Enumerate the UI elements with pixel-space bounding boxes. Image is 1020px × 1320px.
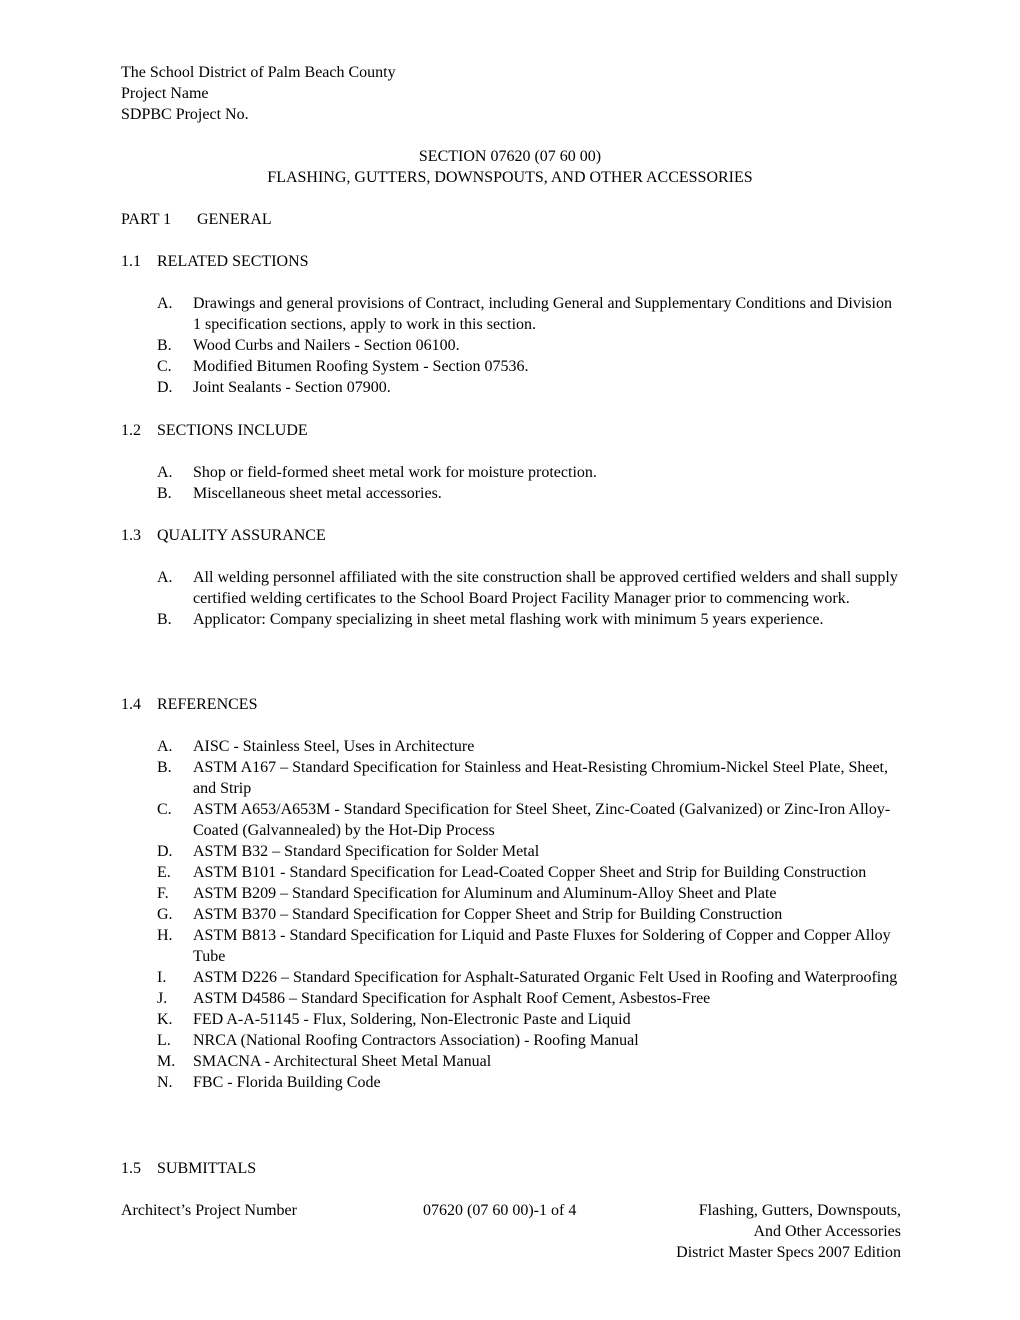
list-item: B. ASTM A167 – Standard Specification for Stainless and Heat-Resisting Chromium-Nickel Steel Plate, Sheet, and Strip bbox=[157, 759, 888, 797]
article-title: RELATED SECTIONS bbox=[157, 253, 309, 270]
article-heading-references bbox=[121, 694, 257, 715]
article-heading-sections-include bbox=[121, 420, 308, 441]
list-item: M. SMACNA - Architectural Sheet Metal Manual bbox=[157, 1053, 492, 1070]
list-item: D. ASTM B32 – Standard Specification for Solder Metal bbox=[157, 843, 540, 860]
district-name: The School District of Palm Beach County bbox=[121, 64, 396, 81]
article-number: 1.3 bbox=[121, 527, 141, 544]
article-number: 1.5 bbox=[121, 1160, 141, 1177]
list-item: C. Modified Bitumen Roofing System - Section 07536. bbox=[157, 358, 529, 375]
section-title bbox=[0, 146, 1020, 188]
page-header bbox=[121, 62, 396, 125]
article-number: 1.2 bbox=[121, 422, 141, 439]
list-item: G. ASTM B370 – Standard Specification for Copper Sheet and Strip for Building Construction bbox=[157, 906, 783, 923]
list-item: C. ASTM A653/A653M - Standard Specification for Steel Sheet, Zinc-Coated (Galvanized) or Zinc-Iron Alloy-Coated (Galvannealed) by the Hot-Dip Process bbox=[157, 801, 891, 839]
article-title: SUBMITTALS bbox=[157, 1160, 257, 1177]
article-title: REFERENCES bbox=[157, 696, 258, 713]
article-heading-related-sections bbox=[121, 251, 309, 272]
list-item: K. FED A-A-51145 - Flux, Soldering, Non-Electronic Paste and Liquid bbox=[157, 1011, 631, 1028]
list-item: H. ASTM B813 - Standard Specification for Liquid and Paste Fluxes for Soldering of Copper and Copper Alloy Tube bbox=[157, 927, 891, 965]
list-item: A. All welding personnel affiliated with the site construction shall be approved certified welders and shall supply certified welding certificates to the School Board Project Facility Manager prior to commencing work. bbox=[157, 569, 898, 607]
list-item: L. NRCA (National Roofing Contractors Association) - Roofing Manual bbox=[157, 1032, 639, 1049]
part-number: PART 1 bbox=[121, 211, 172, 228]
list-item: D. Joint Sealants - Section 07900. bbox=[157, 379, 391, 396]
article-number: 1.1 bbox=[121, 253, 141, 270]
related-sections-list bbox=[157, 293, 902, 398]
article-title: QUALITY ASSURANCE bbox=[157, 527, 326, 544]
article-heading-quality-assurance bbox=[121, 525, 326, 546]
list-item: A. Drawings and general provisions of Contract, including General and Supplementary Conditions and Division 1 specification sections, apply to work in this section. bbox=[157, 295, 892, 333]
part-heading bbox=[121, 209, 272, 230]
quality-assurance-list bbox=[157, 567, 902, 630]
footer-architect-project-number: Architect’s Project Number bbox=[121, 1202, 297, 1219]
list-item: J. ASTM D4586 – Standard Specification for Asphalt Roof Cement, Asbestos-Free bbox=[157, 990, 711, 1007]
footer-page-number: 07620 (07 60 00)-1 of 4 bbox=[423, 1202, 577, 1219]
project-number: SDPBC Project No. bbox=[121, 106, 249, 123]
part-title: GENERAL bbox=[197, 211, 272, 228]
list-item: E. ASTM B101 - Standard Specification for Lead-Coated Copper Sheet and Strip for Building Construction bbox=[157, 864, 867, 881]
page-footer bbox=[121, 1200, 901, 1270]
list-item: N. FBC - Florida Building Code bbox=[157, 1074, 381, 1091]
list-item: A. AISC - Stainless Steel, Uses in Architecture bbox=[157, 738, 475, 755]
section-name: FLASHING, GUTTERS, DOWNSPOUTS, AND OTHER ACCESSORIES bbox=[267, 169, 753, 186]
list-item: B. Wood Curbs and Nailers - Section 06100. bbox=[157, 337, 460, 354]
article-heading-submittals bbox=[121, 1158, 256, 1179]
list-item: I. ASTM D226 – Standard Specification for Asphalt-Saturated Organic Felt Used in Roofing and Waterproofing bbox=[157, 969, 898, 986]
project-name: Project Name bbox=[121, 85, 209, 102]
article-number: 1.4 bbox=[121, 696, 141, 713]
list-item: F. ASTM B209 – Standard Specification for Aluminum and Aluminum-Alloy Sheet and Plate bbox=[157, 885, 777, 902]
list-item: B. Miscellaneous sheet metal accessories. bbox=[157, 485, 442, 502]
references-list bbox=[157, 736, 902, 1093]
list-item: A. Shop or field-formed sheet metal work for moisture protection. bbox=[157, 464, 597, 481]
section-number: SECTION 07620 (07 60 00) bbox=[418, 148, 602, 165]
footer-section-info: Flashing, Gutters, Downspouts, And Other Accessories District Master Specs 2007 Edition bbox=[676, 1202, 901, 1261]
sections-include-list bbox=[157, 462, 902, 504]
article-title: SECTIONS INCLUDE bbox=[157, 422, 308, 439]
list-item: B. Applicator: Company specializing in sheet metal flashing work with minimum 5 years experience. bbox=[157, 611, 824, 628]
